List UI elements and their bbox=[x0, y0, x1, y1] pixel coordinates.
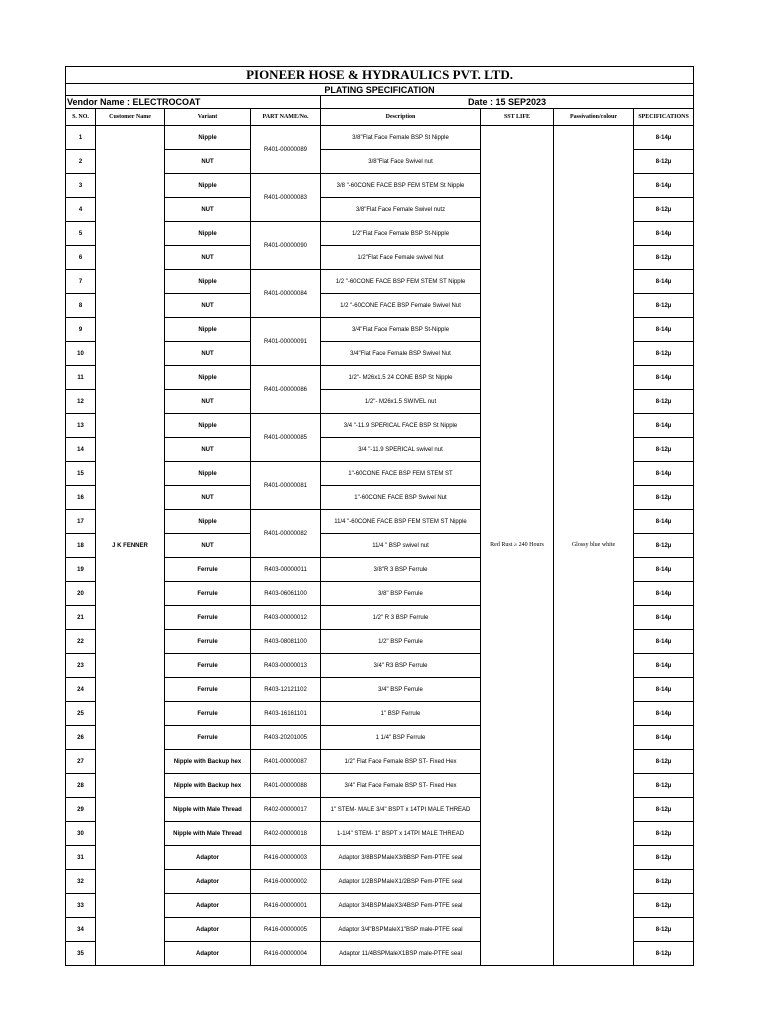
sst-life: Red Rust ≥ 240 Hours bbox=[481, 126, 554, 966]
row-specification: 8-12µ bbox=[634, 294, 694, 318]
row-description: 3/8"R 3 BSP Ferrule bbox=[321, 558, 481, 582]
row-description: 3/8"Flat Face Female Swivel nutz bbox=[321, 198, 481, 222]
row-description: 3/8"Flat Face Swivel nut bbox=[321, 150, 481, 174]
row-description: Adaptor 3/4BSPMaleX3/4BSP Fem-PTFE seal bbox=[321, 894, 481, 918]
header-variant: Variant bbox=[165, 109, 251, 126]
row-sno: 10 bbox=[66, 342, 96, 366]
row-variant: Nipple bbox=[165, 462, 251, 486]
row-variant: NUT bbox=[165, 438, 251, 462]
row-description: 1/2" Flat Face Female BSP ST- Fixed Hex bbox=[321, 750, 481, 774]
row-part-number: R403-20201005 bbox=[251, 726, 321, 750]
row-variant: Adaptor bbox=[165, 894, 251, 918]
row-specification: 8-12µ bbox=[634, 942, 694, 966]
row-sno: 34 bbox=[66, 918, 96, 942]
row-sno: 19 bbox=[66, 558, 96, 582]
row-description: 3/4 "-11.9 SPERICAL swivel nut bbox=[321, 438, 481, 462]
row-specification: 8-14µ bbox=[634, 678, 694, 702]
row-variant: NUT bbox=[165, 486, 251, 510]
row-sno: 14 bbox=[66, 438, 96, 462]
row-description: 1/2"Flat Face Female swivel Nut bbox=[321, 246, 481, 270]
row-sno: 1 bbox=[66, 126, 96, 150]
row-description: 3/4 "-11.9 SPERICAL FACE BSP St Nipple bbox=[321, 414, 481, 438]
row-specification: 8-12µ bbox=[634, 750, 694, 774]
row-description: 3/8" BSP Ferrule bbox=[321, 582, 481, 606]
row-specification: 8-12µ bbox=[634, 846, 694, 870]
row-description: 1" STEM- MALE 3/4" BSPT x 14TPI MALE THREAD bbox=[321, 798, 481, 822]
row-part-number: R416-00000001 bbox=[251, 894, 321, 918]
row-part-number: R402-00000017 bbox=[251, 798, 321, 822]
row-variant: Ferrule bbox=[165, 606, 251, 630]
row-description: 1/2" BSP Ferrule bbox=[321, 630, 481, 654]
row-specification: 8-14µ bbox=[634, 318, 694, 342]
row-variant: NUT bbox=[165, 534, 251, 558]
row-part-number: R402-00000018 bbox=[251, 822, 321, 846]
row-specification: 8-14µ bbox=[634, 414, 694, 438]
row-part-number: R401-00000081 bbox=[251, 462, 321, 510]
row-description: 3/4" R3 BSP Ferrule bbox=[321, 654, 481, 678]
row-description: 1 1/4" BSP Ferrule bbox=[321, 726, 481, 750]
row-description: 3/4" BSP Ferrule bbox=[321, 678, 481, 702]
row-variant: Adaptor bbox=[165, 870, 251, 894]
header-description: Description bbox=[321, 109, 481, 126]
document-date: Date : 15 SEP2023 bbox=[321, 96, 694, 109]
row-sno: 27 bbox=[66, 750, 96, 774]
row-description: Adaptor 3/4"BSPMaleX1"BSP male-PTFE seal bbox=[321, 918, 481, 942]
header-specifications: SPECIFICATIONS bbox=[634, 109, 694, 126]
row-sno: 18 bbox=[66, 534, 96, 558]
row-variant: NUT bbox=[165, 150, 251, 174]
row-sno: 2 bbox=[66, 150, 96, 174]
row-specification: 8-14µ bbox=[634, 630, 694, 654]
row-variant: Ferrule bbox=[165, 702, 251, 726]
row-variant: Adaptor bbox=[165, 918, 251, 942]
row-variant: Ferrule bbox=[165, 654, 251, 678]
row-specification: 8-14µ bbox=[634, 702, 694, 726]
row-sno: 26 bbox=[66, 726, 96, 750]
row-part-number: R401-00000087 bbox=[251, 750, 321, 774]
header-sst-life: SST LIFE bbox=[481, 109, 554, 126]
row-part-number: R401-00000082 bbox=[251, 510, 321, 558]
row-part-number: R403-00000013 bbox=[251, 654, 321, 678]
row-part-number: R403-00000011 bbox=[251, 558, 321, 582]
row-variant: Nipple with Backup hex bbox=[165, 750, 251, 774]
row-variant: Nipple bbox=[165, 174, 251, 198]
row-specification: 8-12µ bbox=[634, 198, 694, 222]
table-row bbox=[66, 126, 694, 150]
row-sno: 29 bbox=[66, 798, 96, 822]
row-part-number: R401-00000088 bbox=[251, 774, 321, 798]
row-part-number: R401-00000085 bbox=[251, 414, 321, 462]
row-specification: 8-14µ bbox=[634, 582, 694, 606]
row-sno: 9 bbox=[66, 318, 96, 342]
row-specification: 8-14µ bbox=[634, 654, 694, 678]
row-variant: NUT bbox=[165, 198, 251, 222]
row-specification: 8-12µ bbox=[634, 918, 694, 942]
row-sno: 23 bbox=[66, 654, 96, 678]
row-variant: Nipple bbox=[165, 126, 251, 150]
row-variant: Nipple bbox=[165, 414, 251, 438]
row-description: 1/2"- M26x1.5 SWIVEL nut bbox=[321, 390, 481, 414]
row-sno: 24 bbox=[66, 678, 96, 702]
row-variant: Nipple bbox=[165, 510, 251, 534]
document-subtitle: PLATING SPECIFICATION bbox=[66, 84, 694, 96]
row-part-number: R403-12121102 bbox=[251, 678, 321, 702]
row-part-number: R416-00000005 bbox=[251, 918, 321, 942]
row-variant: NUT bbox=[165, 246, 251, 270]
row-part-number: R401-00000083 bbox=[251, 174, 321, 222]
row-sno: 12 bbox=[66, 390, 96, 414]
row-specification: 8-12µ bbox=[634, 438, 694, 462]
row-description: 3/4" Flat Face Female BSP ST- Fixed Hex bbox=[321, 774, 481, 798]
row-description: 1/2 "-60CONE FACE BSP FEM STEM ST Nipple bbox=[321, 270, 481, 294]
customer-name: J K FENNER bbox=[96, 126, 165, 966]
row-variant: Nipple bbox=[165, 222, 251, 246]
row-variant: NUT bbox=[165, 390, 251, 414]
header-passivation: Passivation/colour bbox=[554, 109, 634, 126]
header-row bbox=[66, 109, 694, 126]
row-description: 1-1/4" STEM- 1" BSPT x 14TPI MALE THREAD bbox=[321, 822, 481, 846]
row-part-number: R416-00000002 bbox=[251, 870, 321, 894]
row-part-number: R403-00000012 bbox=[251, 606, 321, 630]
row-part-number: R401-00000091 bbox=[251, 318, 321, 366]
header-part: PART NAME/No. bbox=[251, 109, 321, 126]
row-description: 3/4"Flat Face Female BSP Swivel Nut bbox=[321, 342, 481, 366]
row-variant: Adaptor bbox=[165, 942, 251, 966]
row-sno: 3 bbox=[66, 174, 96, 198]
row-part-number: R401-00000084 bbox=[251, 270, 321, 318]
row-sno: 30 bbox=[66, 822, 96, 846]
row-sno: 16 bbox=[66, 486, 96, 510]
row-specification: 8-12µ bbox=[634, 822, 694, 846]
row-variant: Ferrule bbox=[165, 678, 251, 702]
row-description: 1/2"- M26x1.5 24 CONE BSP St Nipple bbox=[321, 366, 481, 390]
row-part-number: R401-00000086 bbox=[251, 366, 321, 414]
row-specification: 8-14µ bbox=[634, 174, 694, 198]
row-description: 11/4 "-60CONE FACE BSP FEM STEM ST Nipple bbox=[321, 510, 481, 534]
row-specification: 8-12µ bbox=[634, 894, 694, 918]
row-variant: Adaptor bbox=[165, 846, 251, 870]
row-sno: 13 bbox=[66, 414, 96, 438]
row-part-number: R403-16161101 bbox=[251, 702, 321, 726]
row-sno: 11 bbox=[66, 366, 96, 390]
row-sno: 4 bbox=[66, 198, 96, 222]
row-specification: 8-14µ bbox=[634, 126, 694, 150]
row-description: 3/8 "-60CONE FACE BSP FEM STEM St Nipple bbox=[321, 174, 481, 198]
row-sno: 25 bbox=[66, 702, 96, 726]
row-part-number: R416-00000003 bbox=[251, 846, 321, 870]
row-variant: Ferrule bbox=[165, 630, 251, 654]
row-part-number: R401-00000090 bbox=[251, 222, 321, 270]
row-part-number: R401-00000089 bbox=[251, 126, 321, 174]
row-sno: 7 bbox=[66, 270, 96, 294]
row-sno: 28 bbox=[66, 774, 96, 798]
row-variant: NUT bbox=[165, 342, 251, 366]
plating-spec-table bbox=[65, 66, 694, 966]
row-part-number: R416-00000004 bbox=[251, 942, 321, 966]
row-specification: 8-12µ bbox=[634, 798, 694, 822]
row-variant: Nipple bbox=[165, 270, 251, 294]
header-sno: S. NO. bbox=[66, 109, 96, 126]
row-description: Adaptor 3/8BSPMaleX3/8BSP Fem-PTFE seal bbox=[321, 846, 481, 870]
header-customer: Customer Name bbox=[96, 109, 165, 126]
row-specification: 8-14µ bbox=[634, 366, 694, 390]
row-specification: 8-12µ bbox=[634, 486, 694, 510]
row-specification: 8-12µ bbox=[634, 534, 694, 558]
row-part-number: R403-08081100 bbox=[251, 630, 321, 654]
row-variant: Ferrule bbox=[165, 558, 251, 582]
row-description: 1" BSP Ferrule bbox=[321, 702, 481, 726]
row-specification: 8-14µ bbox=[634, 606, 694, 630]
row-sno: 21 bbox=[66, 606, 96, 630]
row-sno: 20 bbox=[66, 582, 96, 606]
passivation-colour: Glossy blue white bbox=[554, 126, 634, 966]
row-sno: 35 bbox=[66, 942, 96, 966]
row-sno: 32 bbox=[66, 870, 96, 894]
row-specification: 8-12µ bbox=[634, 870, 694, 894]
row-description: 3/8"Flat Face Female BSP St Nipple bbox=[321, 126, 481, 150]
row-description: 1/2 "-60CONE FACE BSP Female Swivel Nut bbox=[321, 294, 481, 318]
vendor-name: Vendor Name : ELECTROCOAT bbox=[66, 96, 321, 109]
row-variant: Ferrule bbox=[165, 726, 251, 750]
row-description: 1/2"Flat Face Female BSP St-Nipple bbox=[321, 222, 481, 246]
row-variant: Nipple with Male Thread bbox=[165, 798, 251, 822]
row-description: 1/2" R 3 BSP Ferrule bbox=[321, 606, 481, 630]
row-variant: Nipple with Backup hex bbox=[165, 774, 251, 798]
row-specification: 8-14µ bbox=[634, 270, 694, 294]
row-sno: 33 bbox=[66, 894, 96, 918]
company-title: PIONEER HOSE & HYDRAULICS PVT. LTD. bbox=[66, 67, 694, 84]
row-description: 3/4"Flat Face Female BSP St-Nipple bbox=[321, 318, 481, 342]
row-variant: NUT bbox=[165, 294, 251, 318]
row-variant: Ferrule bbox=[165, 582, 251, 606]
row-sno: 22 bbox=[66, 630, 96, 654]
row-sno: 15 bbox=[66, 462, 96, 486]
row-sno: 8 bbox=[66, 294, 96, 318]
row-variant: Nipple bbox=[165, 366, 251, 390]
row-sno: 31 bbox=[66, 846, 96, 870]
row-description: 1"-60CONE FACE BSP FEM STEM ST bbox=[321, 462, 481, 486]
row-specification: 8-12µ bbox=[634, 390, 694, 414]
row-description: 11/4 " BSP swivel nut bbox=[321, 534, 481, 558]
row-part-number: R403-06061100 bbox=[251, 582, 321, 606]
row-description: Adaptor 11/4BSPMaleX1BSP male-PTFE seal bbox=[321, 942, 481, 966]
row-specification: 8-14µ bbox=[634, 510, 694, 534]
row-specification: 8-12µ bbox=[634, 150, 694, 174]
row-sno: 5 bbox=[66, 222, 96, 246]
row-variant: Nipple bbox=[165, 318, 251, 342]
row-specification: 8-14µ bbox=[634, 726, 694, 750]
row-description: 1"-60CONE FACE BSP Swivel Nut bbox=[321, 486, 481, 510]
row-sno: 17 bbox=[66, 510, 96, 534]
row-specification: 8-12µ bbox=[634, 774, 694, 798]
row-specification: 8-12µ bbox=[634, 246, 694, 270]
row-variant: Nipple with Male Thread bbox=[165, 822, 251, 846]
row-description: Adaptor 1/2BSPMaleX1/2BSP Fem-PTFE seal bbox=[321, 870, 481, 894]
row-specification: 8-14µ bbox=[634, 222, 694, 246]
row-specification: 8-14µ bbox=[634, 462, 694, 486]
row-specification: 8-14µ bbox=[634, 558, 694, 582]
row-specification: 8-12µ bbox=[634, 342, 694, 366]
row-sno: 6 bbox=[66, 246, 96, 270]
